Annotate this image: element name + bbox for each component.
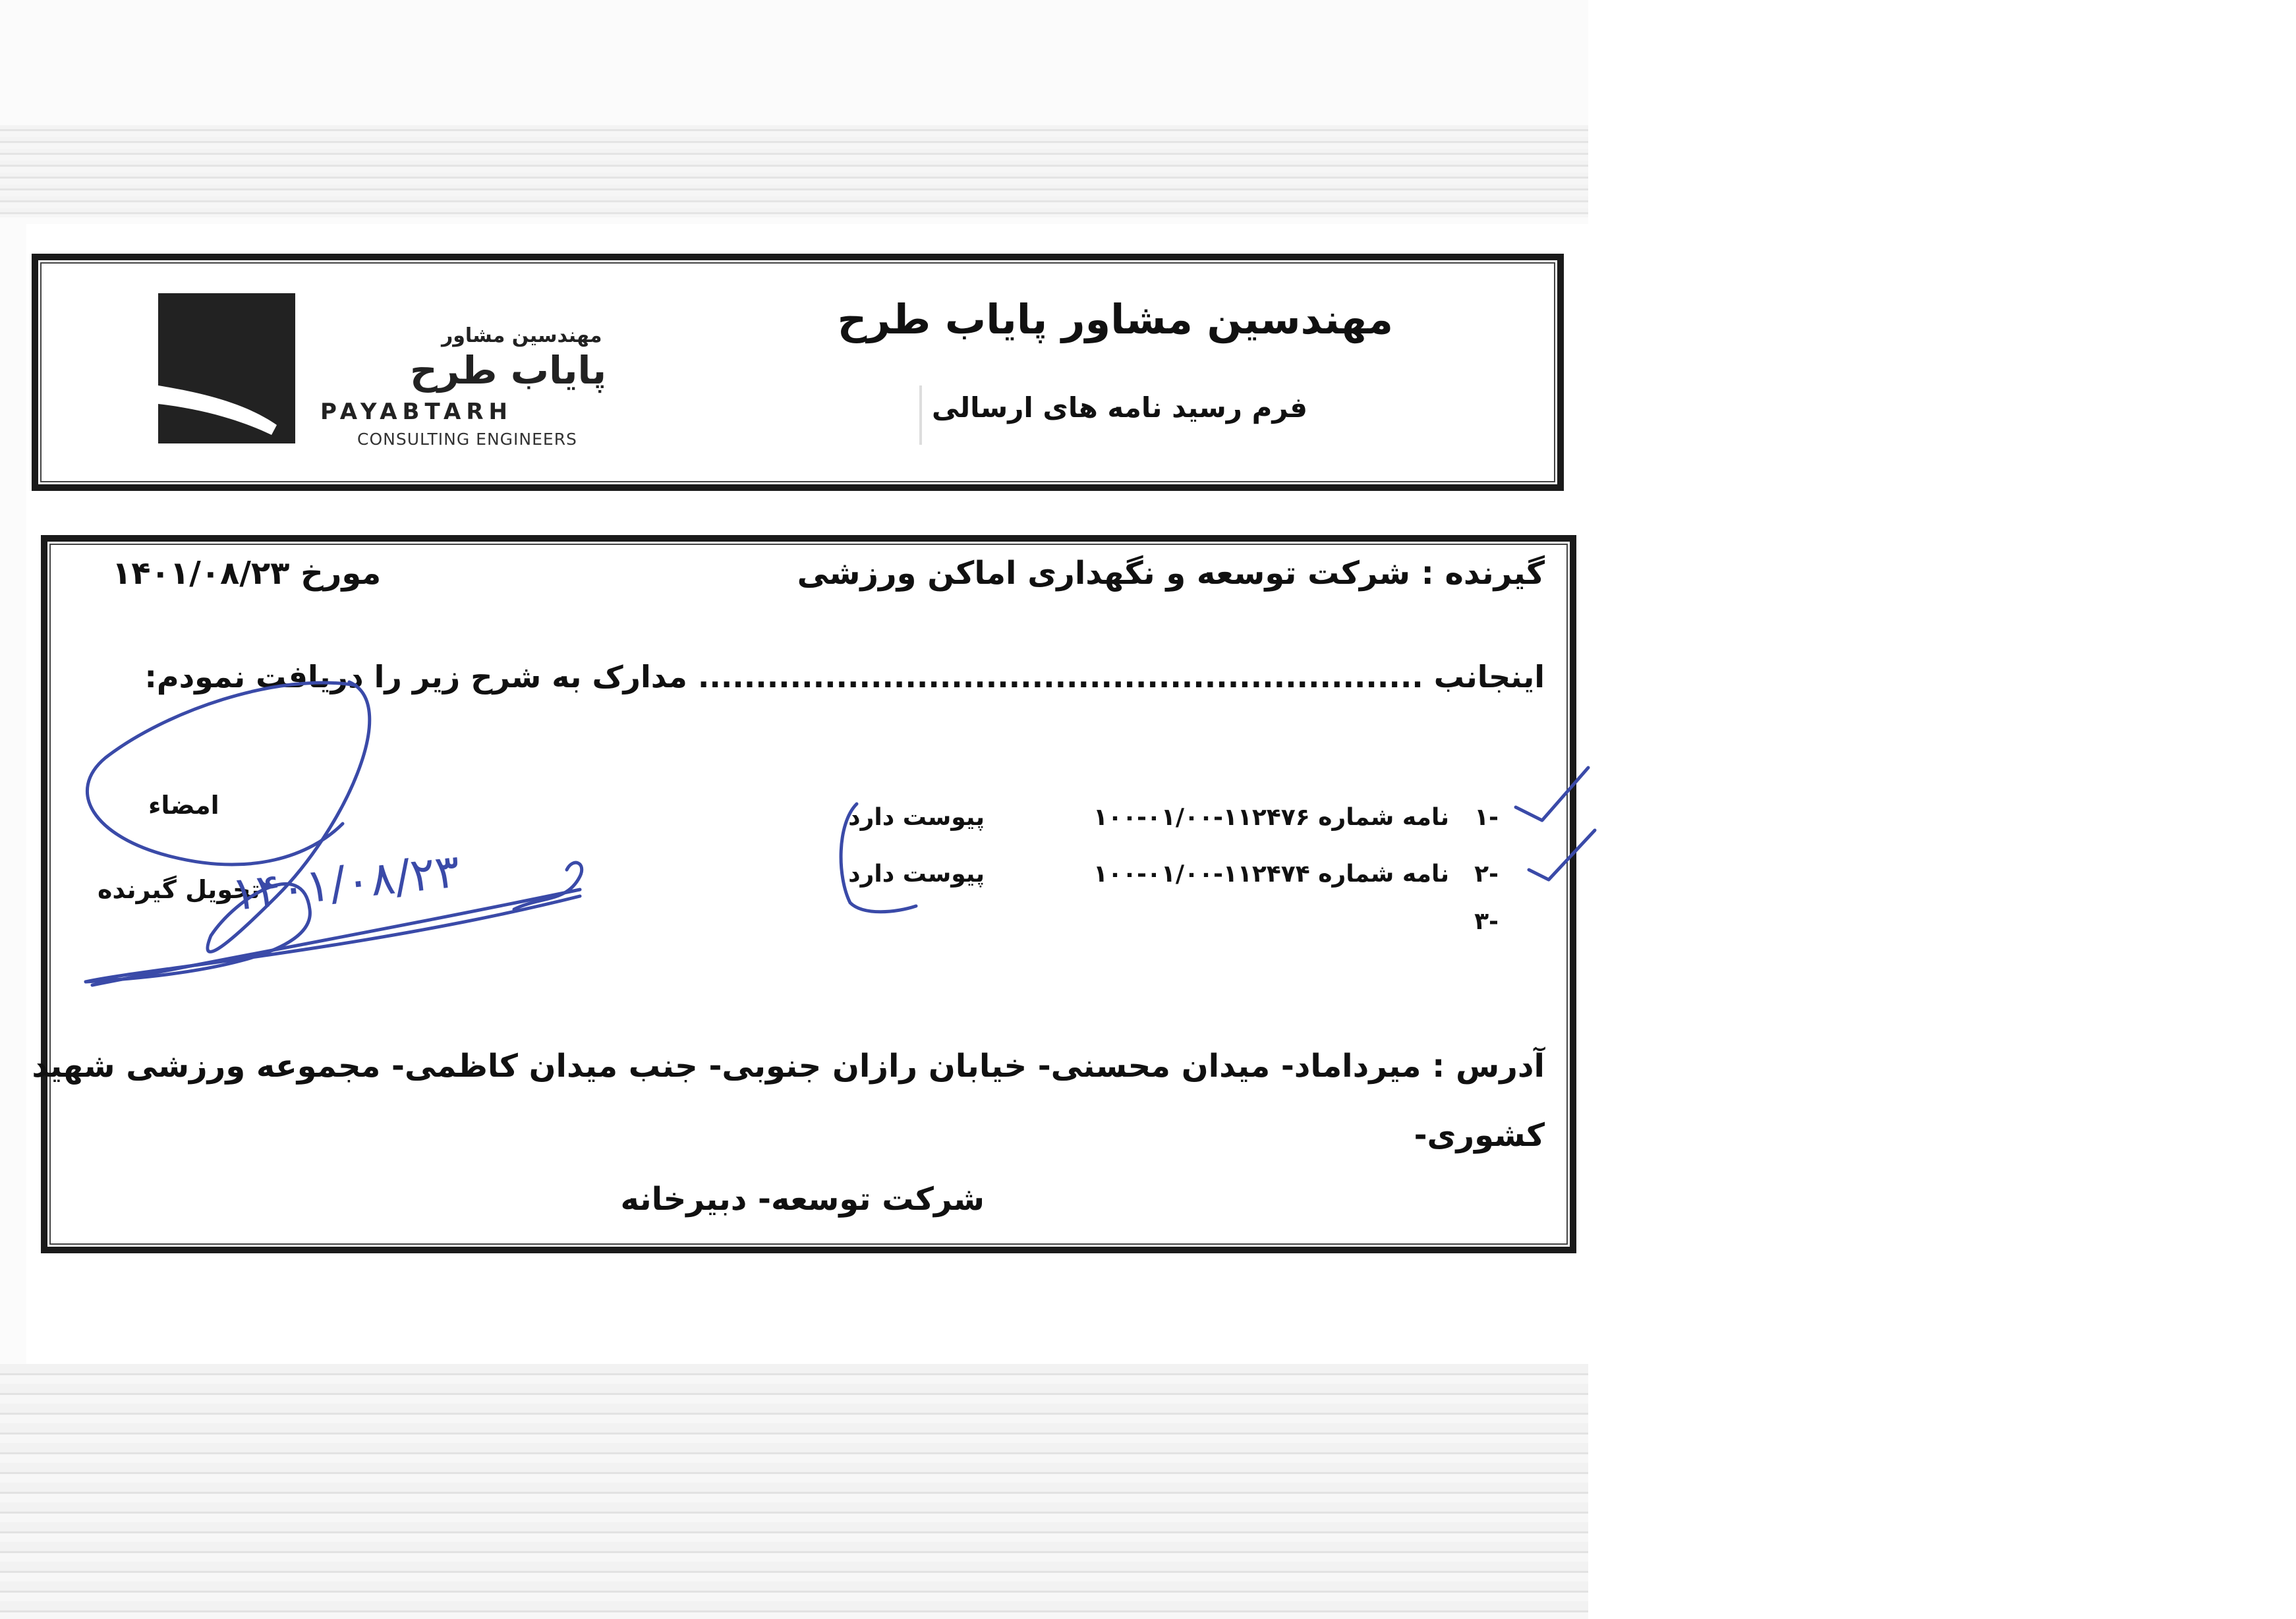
form-title: فرم رسید نامه های ارسالی	[931, 391, 1307, 424]
item-letter-text: نامه شماره ۱۱۲۴۷۶-۰۱/۰۰-۱۰۰	[1093, 804, 1449, 831]
signature-label: امضاء	[148, 791, 219, 820]
scan-artifact-bottom	[0, 1364, 1588, 1619]
payabtarh-logo-mark	[158, 293, 295, 443]
item-number: ۳-	[1474, 908, 1499, 935]
scan-artifact-top	[0, 125, 1588, 217]
item-attachment: پیوست دارد	[848, 804, 985, 831]
item-number: ۲-	[1474, 861, 1499, 888]
handwritten-date: ۱۴۰۱/۰۸/۲۳	[229, 843, 463, 922]
address-line-2: کشوری-	[1414, 1117, 1545, 1154]
item-letter-text: نامه شماره ۱۱۲۴۷۴-۰۱/۰۰-۱۰۰	[1093, 861, 1449, 888]
logo-persian-subtitle: مهندسین مشاور	[442, 324, 602, 347]
receipt-frame	[41, 535, 1576, 1253]
logo-english-subtitle: CONSULTING ENGINEERS	[357, 430, 577, 449]
company-title: مهندسین مشاور پایاب طرح	[837, 295, 1393, 343]
recipient-line: گیرنده : شرکت توسعه و نگهداری اماکن ورزشی	[797, 555, 1545, 592]
received-statement: اینجانب ............................................................... مدارک به شرح زیر را دریافت نمودم:	[144, 659, 1545, 695]
logo-persian-name: پایاب طرح	[410, 348, 607, 393]
address-line-1: آدرس : میرداماد- میدان محسنی- خیابان رازان جنوبی- جنب میدان کاظمی- مجموعه ورزشی شهید	[32, 1048, 1545, 1085]
sender-footer: شرکت توسعه- دبیرخانه	[620, 1181, 985, 1218]
date-line: مورخ ۱۴۰۱/۰۸/۲۳	[112, 555, 382, 592]
receiver-label: تحویل گیرنده	[98, 875, 260, 904]
logo-english-name: PAYABTARH	[320, 399, 513, 425]
header-divider	[919, 385, 922, 445]
item-attachment: پیوست دارد	[848, 861, 985, 888]
item-number: ۱-	[1474, 804, 1499, 831]
